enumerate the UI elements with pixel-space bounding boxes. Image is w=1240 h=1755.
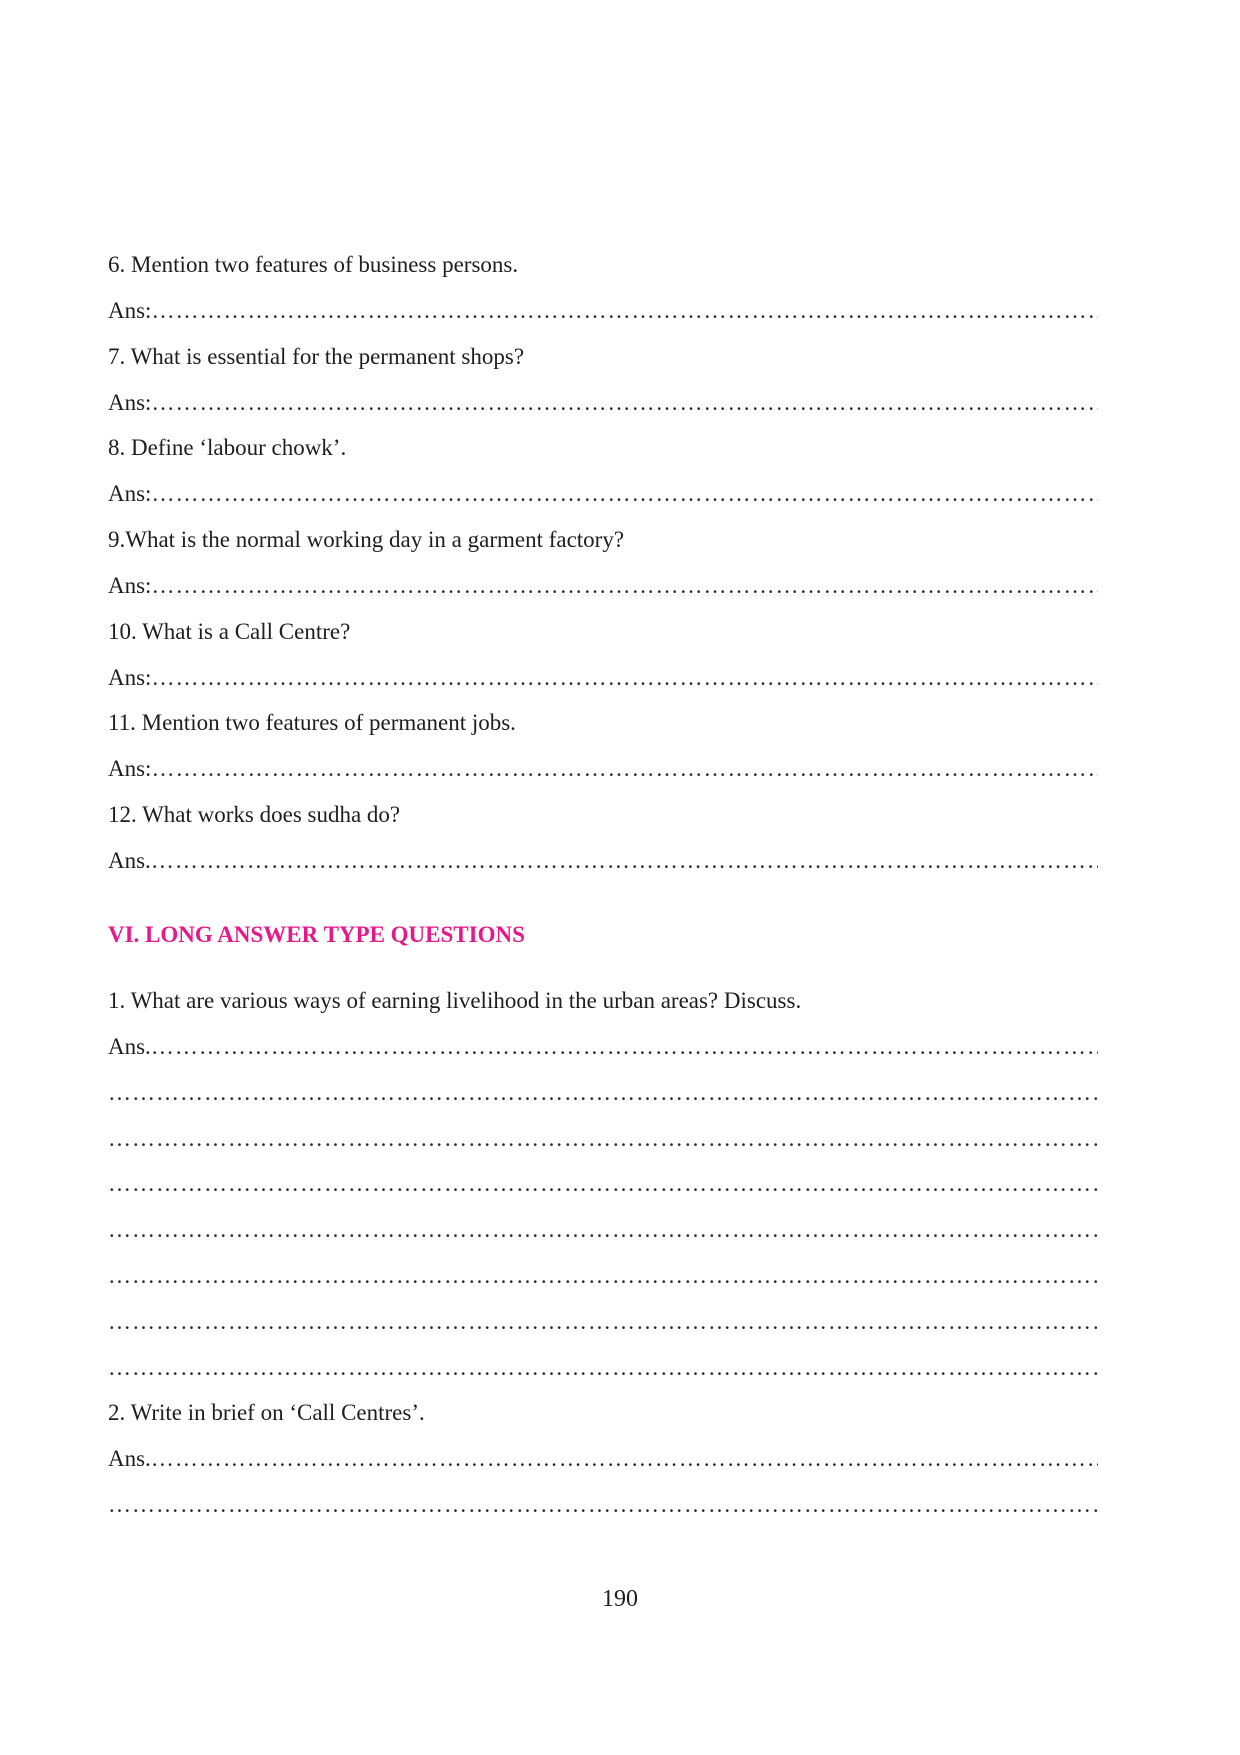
answer-dots (151, 1442, 1098, 1476)
long-answer-1-line-6 (108, 1259, 1098, 1293)
answer-dots (151, 477, 1098, 511)
long-answer-1-line-3 (108, 1122, 1098, 1156)
answer-dots (108, 1076, 1098, 1110)
answer-label: Ans. (108, 848, 151, 873)
answer-dots (151, 661, 1098, 695)
answer-label: Ans: (108, 756, 152, 781)
question-11: 11. Mention two features of permanent jobs. (108, 710, 516, 735)
question-12: 12. What works does sudha do? (108, 802, 401, 827)
long-answer-2-line-1 (108, 1442, 1098, 1476)
question-7: 7. What is essential for the permanent shops? (108, 344, 525, 369)
answer-dots (151, 1030, 1098, 1064)
answer-dots (151, 569, 1098, 603)
answer-label: Ans. (108, 1446, 151, 1471)
answer-dots (108, 1488, 1098, 1522)
long-answer-1-line-2 (108, 1076, 1098, 1110)
answer-line-8 (108, 477, 1098, 511)
answer-dots (108, 1213, 1098, 1247)
long-answer-2-line-2 (108, 1488, 1098, 1522)
answer-dots (108, 1259, 1098, 1293)
long-answer-1-line-7 (108, 1305, 1098, 1339)
question-10: 10. What is a Call Centre? (108, 619, 351, 644)
answer-line-12 (108, 844, 1098, 878)
answer-dots (108, 1351, 1098, 1385)
answer-dots (151, 386, 1098, 420)
long-answer-1-line-8 (108, 1351, 1098, 1385)
long-answer-1-line-1 (108, 1030, 1098, 1064)
answer-label: Ans: (108, 298, 152, 323)
question-6: 6. Mention two features of business persons. (108, 252, 519, 277)
long-answer-1-line-4 (108, 1167, 1098, 1201)
answer-dots (108, 1167, 1098, 1201)
answer-line-7 (108, 386, 1098, 420)
answer-line-11 (108, 752, 1098, 786)
answer-line-9 (108, 569, 1098, 603)
section-heading: VI. LONG ANSWER TYPE QUESTIONS (108, 922, 525, 947)
answer-dots (151, 294, 1098, 328)
answer-dots (151, 752, 1098, 786)
answer-label: Ans: (108, 665, 152, 690)
answer-dots (108, 1305, 1098, 1339)
long-question-1: 1. What are various ways of earning livelihood in the urban areas? Discuss. (108, 988, 802, 1013)
long-question-2: 2. Write in brief on ‘Call Centres’. (108, 1400, 425, 1425)
answer-line-6 (108, 294, 1098, 328)
answer-label: Ans: (108, 390, 152, 415)
answer-line-10 (108, 661, 1098, 695)
answer-label: Ans. (108, 1034, 151, 1059)
page-number: 190 (602, 1586, 638, 1612)
long-answer-1-line-5 (108, 1213, 1098, 1247)
answer-dots (108, 1122, 1098, 1156)
answer-dots (151, 844, 1098, 878)
question-8: 8. Define ‘labour chowk’. (108, 435, 347, 460)
question-9: 9.What is the normal working day in a garment factory? (108, 527, 625, 552)
answer-label: Ans: (108, 573, 152, 598)
answer-label: Ans: (108, 481, 152, 506)
